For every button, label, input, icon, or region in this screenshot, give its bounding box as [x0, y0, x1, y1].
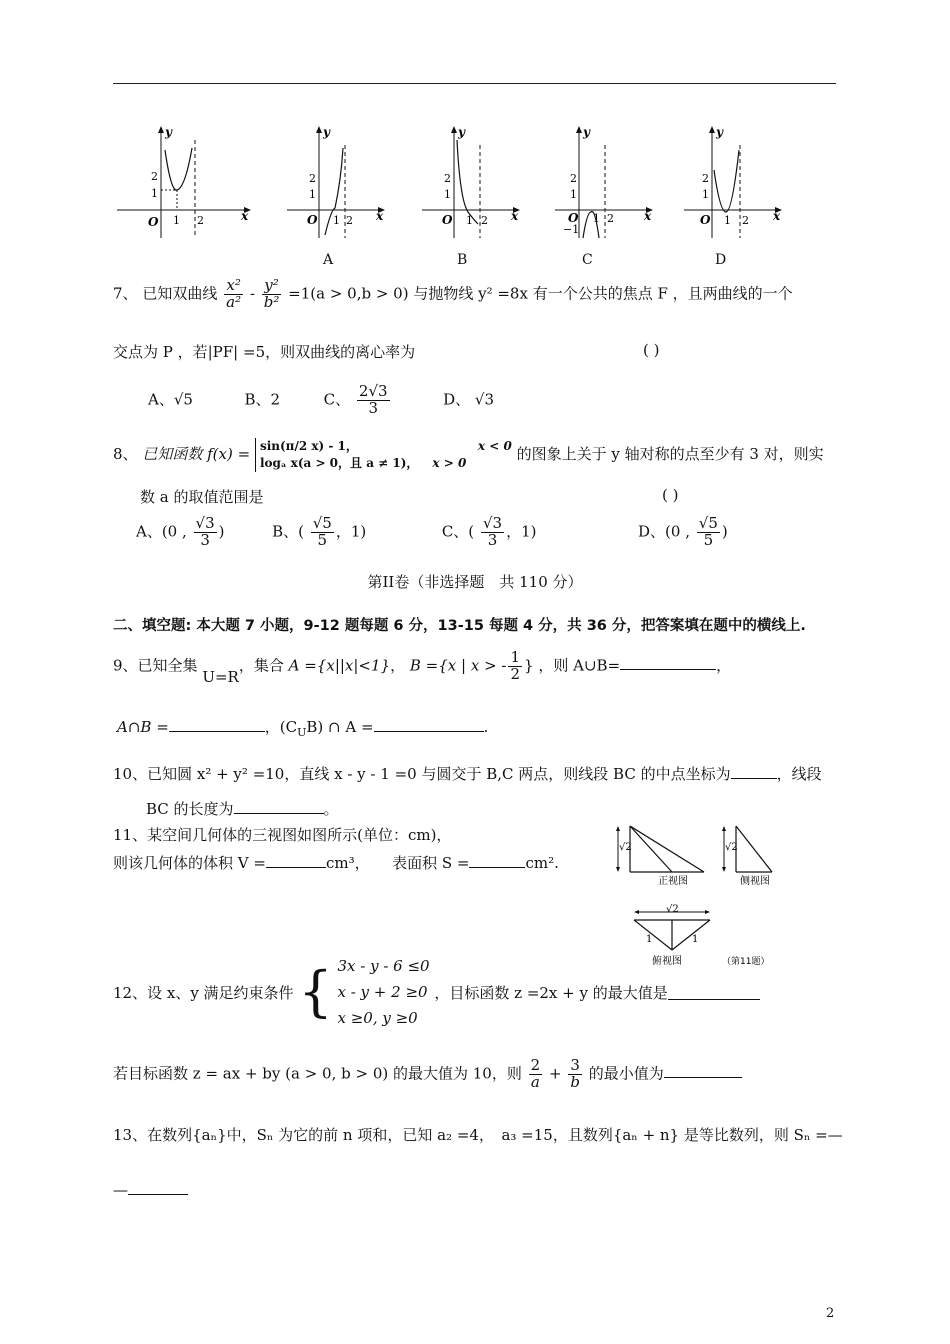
q9-set-a: A ={x||x|<1} — [288, 656, 391, 675]
q7-frac2: $\frac{\text{y²}}{\text{b²}}$ — [263, 276, 280, 311]
figure-caption: （第11题） — [722, 957, 770, 967]
q8-option-d-post: ) — [721, 522, 728, 541]
q13-blank-sum — [128, 1180, 188, 1195]
q8-option-c-prefix: C、( — [441, 522, 475, 541]
graph-label-c: C — [582, 252, 593, 268]
graph-c-tick-1y: 1 — [570, 188, 577, 201]
q12-blank-max — [668, 985, 760, 1000]
graph-b-tick-2x: 2 — [481, 214, 488, 227]
graph-d-y: y — [716, 125, 723, 139]
q12-plus: + — [548, 1064, 562, 1083]
q7-text1: 已知双曲线 — [142, 284, 218, 303]
q8-option-a-prefix: A、(0 , — [136, 522, 187, 541]
graph-option-c — [555, 120, 665, 240]
q10-line1 — [113, 763, 822, 784]
q11-line1: 11、某空间几何体的三视图如图所示(单位：cm)， — [113, 826, 452, 844]
q10-text1: 10、已知圆 x² + y² =10，直线 x - y - 1 =0 与圆交于 B,C 两点，则线段 BC 的中点坐标为 — [113, 765, 731, 783]
q7-answer-paren: ( ) — [643, 341, 660, 359]
section2-title: 第II卷（非选择题 共 110 分） — [367, 573, 583, 591]
q13-line1: 13、在数列{aₙ}中，Sₙ 为它的前 n 项和，已知 a₂ =4， a₃ =15，且数列{aₙ + n} 是等比数列，则 Sₙ =— — [113, 1126, 843, 1144]
graph-a-tick-2x: 2 — [346, 214, 353, 227]
q7-option-c-frac: $\frac{2√3}{3}$ — [358, 382, 388, 417]
q8-option-b-prefix: B、( — [272, 522, 304, 541]
q7-line1 — [113, 278, 793, 311]
q9-text7-post: B) ∩ A = — [306, 718, 374, 736]
top-view-one-right: 1 — [692, 934, 699, 945]
three-view-figure — [612, 824, 812, 974]
graph-a-y: y — [323, 125, 330, 139]
side-view-label: 侧视图 — [740, 876, 770, 887]
q9-line2 — [117, 716, 488, 739]
graph-b-tick-1x: 1 — [466, 214, 473, 227]
graph-b-tick-1y: 1 — [444, 188, 451, 201]
graph-d-tick-2x: 2 — [742, 214, 749, 227]
front-view-sqrt2: √2 — [619, 842, 632, 853]
q8-text3: 数 a 的取值范围是 — [140, 488, 264, 506]
graph-d-x: x — [773, 209, 781, 223]
q9-text4: ，则 A∪B= — [538, 656, 621, 675]
graph-ref-tick-1y: 1 — [151, 187, 158, 200]
q11-line2 — [113, 852, 559, 873]
q8-text1: 已知函数 f(x) = — [142, 445, 251, 463]
q8-number: 8、 — [113, 445, 138, 463]
q9-text1: 9、已知全集 — [113, 656, 198, 675]
q9-universal: U=R — [202, 668, 239, 687]
q7-option-c-prefix: C、 — [323, 390, 351, 409]
page-number: 2 — [826, 1306, 835, 1321]
q10-blank-length — [234, 799, 324, 814]
q9-set-b-frac: $\frac{1}{2}$ — [510, 648, 521, 683]
graph-b-x: x — [511, 209, 519, 223]
q9-blank-complement — [374, 717, 484, 732]
q12-constraint-1: 3x - y - 6 ≤0 — [337, 957, 430, 975]
q8-case1-cond: x < 0 — [477, 439, 512, 453]
q12-brace: { — [298, 960, 333, 1023]
q8-case1: sin(π/2 x) - 1， — [259, 439, 358, 453]
q12-constraint-2: x - y + 2 ≥0 — [337, 983, 428, 1001]
graph-c-tick-neg1: −1 — [563, 223, 580, 236]
q7-options — [148, 384, 494, 417]
q7-text2: =1(a > 0,b > 0) 与抛物线 y² =8x 有一个公共的焦点 F ，且两曲线的一个 — [288, 284, 793, 303]
graph-d-tick-1y: 1 — [702, 188, 709, 201]
graph-label-d: D — [715, 252, 727, 268]
q8-line1 — [113, 438, 824, 472]
q8-option-c-post: ，1) — [506, 522, 537, 541]
q9-complement-sub: U — [297, 726, 307, 739]
q9-blank-union — [620, 655, 716, 670]
top-view-label: 俯视图 — [652, 956, 682, 967]
q7-line2 — [113, 341, 415, 362]
graph-option-a — [287, 120, 397, 240]
q7-text3: 交点为 P ，若|PF| =5，则双曲线的离心率为 — [113, 343, 416, 361]
q7-option-b: B、2 — [244, 390, 281, 409]
side-view-sqrt2: √2 — [725, 842, 738, 853]
top-view-one-left: 1 — [646, 934, 653, 945]
q12-blank-min — [664, 1063, 742, 1078]
q12-line1 — [113, 953, 760, 1037]
q9-line1 — [113, 648, 732, 687]
q9-text3: ， — [390, 656, 406, 675]
graph-a-tick-2y: 2 — [309, 172, 316, 185]
graph-ref-y: y — [165, 125, 172, 139]
graph-option-d — [684, 120, 794, 240]
q8-case2-cond: x > 0 — [432, 456, 467, 470]
graph-option-b — [422, 120, 532, 240]
q13-line2 — [113, 1180, 188, 1199]
q7-option-d: D、 √3 — [443, 390, 495, 409]
q7-number: 7、 — [113, 284, 138, 303]
q11-text3: cm³， 表面积 S = — [325, 854, 470, 872]
q8-text2: 的图象上关于 y 轴对称的点至少有 3 对，则实 — [516, 445, 824, 463]
graph-a-tick-1y: 1 — [309, 188, 316, 201]
q9-text6: A∩B = — [117, 718, 169, 736]
q9-blank-intersection — [169, 717, 265, 732]
graph-ref-tick-2y: 2 — [151, 170, 158, 183]
q7-minus: - — [249, 284, 255, 303]
q8-option-a-post: ) — [218, 522, 225, 541]
graph-c-origin: O — [568, 211, 579, 225]
graph-ref-x: x — [241, 209, 249, 223]
graph-d-tick-2y: 2 — [702, 172, 709, 185]
q12-text2: ，目标函数 z =2x + y 的最大值是 — [434, 983, 668, 1002]
q8-option-a-frac: $\frac{√3}{3}$ — [195, 514, 215, 549]
q11-blank-volume — [266, 853, 326, 868]
q7-option-a: A、√5 — [148, 390, 193, 409]
q12-constraint-3: x ≥0, y ≥0 — [337, 1009, 418, 1027]
q8-option-d-prefix: D、(0 , — [638, 522, 690, 541]
q12-text3: 若目标函数 z = ax + by (a > 0, b > 0) 的最大值为 10，则 — [113, 1064, 522, 1083]
graph-a-origin: O — [307, 213, 318, 227]
q8-options — [136, 516, 728, 549]
q12-line2 — [113, 1058, 742, 1091]
q12-text1: 12、设 x、y 满足约束条件 — [113, 983, 294, 1002]
q12-frac1: $\frac{2}{a}$ — [530, 1056, 541, 1091]
header-rule — [113, 83, 836, 84]
q7-frac1: $\frac{\text{x²}}{\text{a²}}$ — [226, 276, 242, 311]
q8-case2: logₐ x(a > 0，且 a ≠ 1)， — [259, 456, 419, 470]
q8-piecewise — [255, 438, 512, 472]
q10-blank-midpoint — [731, 764, 777, 779]
q10-text2: ，线段 — [776, 765, 822, 783]
q13-text2: — — [113, 1181, 128, 1199]
graph-d-tick-1x: 1 — [724, 214, 731, 227]
graph-ref-origin: O — [148, 215, 159, 229]
graph-ref-tick-2x: 2 — [197, 214, 204, 227]
graph-d-origin: O — [700, 213, 711, 227]
graph-b-tick-2y: 2 — [444, 172, 451, 185]
graph-c-tick-2y: 2 — [570, 172, 577, 185]
q12-text4: 的最小值为 — [588, 1064, 664, 1083]
graph-a-x: x — [376, 209, 384, 223]
graph-b-y: y — [458, 125, 465, 139]
graph-reference — [117, 120, 257, 240]
graph-c-y: y — [583, 125, 590, 139]
q8-answer-paren: ( ) — [662, 486, 679, 504]
section2-heading: 二、填空题: 本大题 7 小题，9-12 题每题 6 分，13-15 每题 4 分，共 36 分，把答案填在题中的横线上. — [113, 618, 806, 634]
graph-c-x: x — [644, 209, 652, 223]
graph-ref-tick-1x: 1 — [173, 214, 180, 227]
q9-text8: . — [483, 718, 489, 736]
q8-line2 — [140, 486, 263, 507]
graph-label-b: B — [457, 252, 468, 268]
q9-set-b-pre: B ={x | x > - — [409, 656, 507, 675]
graph-c-tick-1x: 1 — [593, 212, 600, 225]
q8-option-d-frac: $\frac{√5}{5}$ — [698, 514, 718, 549]
q8-option-b-post: ，1) — [335, 522, 367, 541]
q9-text5: ， — [716, 656, 732, 675]
front-view-label: 正视图 — [658, 876, 688, 887]
graph-c-tick-2x: 2 — [607, 212, 614, 225]
q10-line2 — [146, 798, 339, 819]
graph-b-origin: O — [442, 213, 453, 227]
q10-text3: BC 的长度为 — [146, 800, 234, 818]
q12-constraints — [337, 953, 429, 1031]
q9-text2: ，集合 — [238, 656, 284, 675]
q11-text2: 则该几何体的体积 V = — [113, 854, 266, 872]
q12-frac2: $\frac{3}{b}$ — [570, 1056, 580, 1091]
q8-option-b-frac: $\frac{√5}{5}$ — [312, 514, 332, 549]
graph-a-tick-1x: 1 — [333, 214, 340, 227]
q8-option-c-frac: $\frac{√3}{3}$ — [482, 514, 503, 549]
q11-blank-area — [469, 853, 525, 868]
q11-text4: cm². — [525, 854, 559, 872]
top-view-sqrt2: √2 — [666, 904, 679, 915]
q10-text4: 。 — [323, 800, 339, 818]
q9-text7: ，(C — [264, 718, 298, 736]
q9-set-b-post: } — [524, 656, 534, 675]
graph-label-a: A — [323, 252, 334, 268]
